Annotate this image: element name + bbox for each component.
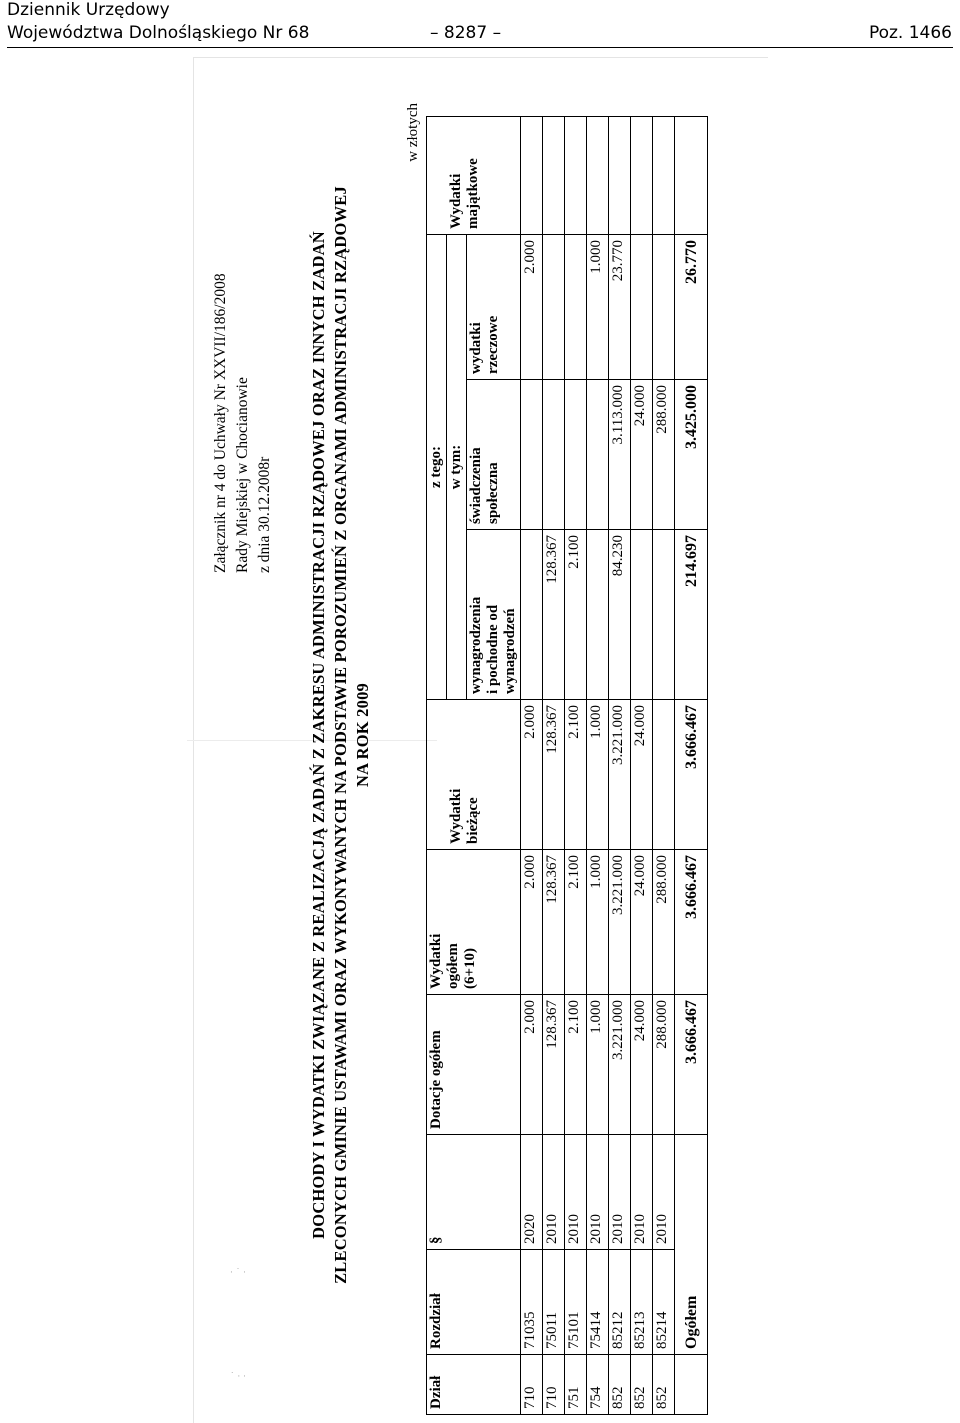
cell-biezace: 2.000: [521, 700, 543, 850]
budget-table: [426, 116, 708, 1415]
cell-paragraf: 2020: [521, 1135, 543, 1250]
cell-majatkowe: [521, 117, 543, 235]
table-row: [609, 117, 631, 1415]
cell-rozdzial: 75101: [565, 1250, 587, 1355]
cell-swiadczenia: [521, 380, 543, 530]
cell-dzial: 751: [565, 1355, 587, 1415]
cell-paragraf: 2010: [565, 1135, 587, 1250]
cell-total-wydatki-ogolem: 3.666.467: [675, 850, 708, 995]
document-title: [308, 55, 374, 1415]
cell-rozdzial: 71035: [521, 1250, 543, 1355]
cell-total-majatkowe: [675, 117, 708, 235]
header-spacer: [428, 122, 448, 229]
cell-dzial: 710: [521, 1355, 543, 1415]
attachment-line-2: Rady Miejskiej w Chocianowie: [234, 377, 251, 573]
header-line: wynagrodzeń: [502, 608, 518, 694]
table-row: [587, 117, 609, 1415]
cell-rozdzial: 85212: [609, 1250, 631, 1355]
cell-majatkowe: [565, 117, 587, 235]
cell-wynagrodzenia: 128.367: [543, 530, 565, 700]
cell-rzeczowe: [653, 235, 675, 380]
col-header-rzeczowe: [467, 235, 521, 380]
attachment-note: [210, 273, 276, 573]
group-header-w-tym: w tym:: [447, 235, 467, 700]
cell-biezace: 3.221.000: [609, 700, 631, 850]
col-header-wynagrodzenia: [467, 530, 521, 700]
header-row-1: [427, 117, 447, 1415]
cell-total-dotacje: 3.666.467: [675, 995, 708, 1135]
attachment-line-1: Załącznik nr 4 do Uchwały Nr XXVII/186/2008: [212, 273, 229, 573]
cell-wydatki-ogolem: 1.000: [587, 850, 609, 995]
cell-wynagrodzenia: [653, 530, 675, 700]
col-header-rozdzial: Rozdział: [427, 1250, 521, 1355]
col-header-swiadczenia: [467, 380, 521, 530]
cell-rzeczowe: [631, 235, 653, 380]
cell-rzeczowe: 2.000: [521, 235, 543, 380]
title-line-2: ZLECONYCH GMINIE USTAWAMI ORAZ WYKONYWANYCH NA PODSTAWIE POROZUMIEŃ Z ORGANAMI ADMINISTRACJI RZĄDOWEJ: [331, 186, 350, 1284]
header-spacer: [428, 705, 448, 844]
cell-paragraf: 2010: [587, 1135, 609, 1250]
cell-rzeczowe: [543, 235, 565, 380]
cell-paragraf: 2010: [543, 1135, 565, 1250]
cell-majatkowe: [543, 117, 565, 235]
cell-dotacje: 2.100: [565, 995, 587, 1135]
header-line: bieżące: [465, 797, 481, 844]
header-line: ogółem: [445, 943, 461, 989]
cell-wynagrodzenia: [631, 530, 653, 700]
cell-wynagrodzenia: [587, 530, 609, 700]
cell-biezace: 1.000: [587, 700, 609, 850]
cell-majatkowe: [631, 117, 653, 235]
header-line: rzeczowe: [485, 315, 501, 374]
header-line: Wydatki: [448, 788, 464, 844]
table-row: [631, 117, 653, 1415]
cell-wydatki-ogolem: 24.000: [631, 850, 653, 995]
header-line: wydatki: [468, 322, 484, 374]
cell-rzeczowe: [565, 235, 587, 380]
header-line: i pochodne od: [485, 604, 501, 694]
cell-rozdzial: 75414: [587, 1250, 609, 1355]
cell-dzial: 710: [543, 1355, 565, 1415]
cell-rozdzial: 85213: [631, 1250, 653, 1355]
cell-dzial: 852: [631, 1355, 653, 1415]
cell-wynagrodzenia: 2.100: [565, 530, 587, 700]
header-line: majątkowe: [465, 158, 481, 229]
cell-majatkowe: [653, 117, 675, 235]
cell-wydatki-ogolem: 3.221.000: [609, 850, 631, 995]
cell-dotacje: 24.000: [631, 995, 653, 1135]
header-line: (6+10): [462, 947, 478, 989]
header-line: społeczna: [485, 462, 501, 524]
journal-title: Dziennik Urzędowy: [7, 0, 170, 20]
cell-dzial: 852: [609, 1355, 631, 1415]
col-header-wydatki-ogolem: [427, 850, 521, 995]
title-line-1: DOCHODY I WYDATKI ZWIĄZANE Z REALIZACJĄ ZADAŃ Z ZAKRESU ADMINISTRACJI RZĄDOWEJ ORAZ INNYCH ZADAŃ: [309, 231, 328, 1239]
cell-wydatki-ogolem: 2.000: [521, 850, 543, 995]
cell-wynagrodzenia: 84.230: [609, 530, 631, 700]
table-body: [521, 117, 675, 1415]
cell-majatkowe: [587, 117, 609, 235]
cell-dotacje: 1.000: [587, 995, 609, 1135]
title-line-3: NA ROK 2009: [353, 683, 372, 787]
attachment-line-3: z dnia 30.12.2008r: [256, 456, 273, 573]
cell-swiadczenia: 288.000: [653, 380, 675, 530]
cell-total-label: Ogółem: [675, 1135, 708, 1355]
header-line: Wydatki: [428, 933, 444, 989]
cell-swiadczenia: 3.113.000: [609, 380, 631, 530]
cell-biezace: [653, 700, 675, 850]
scan-noise: ˙ · ·: [230, 1372, 246, 1382]
cell-total-wynagrodzenia: 214.697: [675, 530, 708, 700]
cell-dotacje: 288.000: [653, 995, 675, 1135]
header-line: świadczenia: [468, 447, 484, 524]
header-line: Wydatki: [448, 173, 464, 229]
cell-total-biezace: 3.666.467: [675, 700, 708, 850]
cell-swiadczenia: [565, 380, 587, 530]
scan-noise: · ˙ ·: [230, 1268, 246, 1278]
total-row: [675, 117, 708, 1415]
cell-paragraf: 2010: [609, 1135, 631, 1250]
table-row: [653, 117, 675, 1415]
col-header-majatkowe: [427, 117, 521, 235]
position-number: Poz. 1466: [868, 23, 952, 43]
cell-paragraf: 2010: [653, 1135, 675, 1250]
cell-biezace: 2.100: [565, 700, 587, 850]
group-header-z-tego: z tego:: [427, 235, 447, 700]
cell-dotacje: 2.000: [521, 995, 543, 1135]
cell-paragraf: 2010: [631, 1135, 653, 1250]
cell-biezace: 24.000: [631, 700, 653, 850]
cell-dzial: 754: [587, 1355, 609, 1415]
cell-rozdzial: 75011: [543, 1250, 565, 1355]
cell-rzeczowe: 1.000: [587, 235, 609, 380]
col-header-wydatki-biezace: [427, 700, 521, 850]
cell-dzial: 852: [653, 1355, 675, 1415]
cell-wynagrodzenia: [521, 530, 543, 700]
cell-total-rzeczowe: 26.770: [675, 235, 708, 380]
page-number: – 8287 –: [430, 23, 502, 43]
col-header-dotacje: Dotacje ogółem: [427, 995, 521, 1135]
cell-rozdzial: 85214: [653, 1250, 675, 1355]
cell-swiadczenia: 24.000: [631, 380, 653, 530]
unit-note: w złotych: [405, 103, 421, 162]
cell-wydatki-ogolem: 288.000: [653, 850, 675, 995]
cell-rzeczowe: 23.770: [609, 235, 631, 380]
table-row: [521, 117, 543, 1415]
table-row: [543, 117, 565, 1415]
cell-swiadczenia: [543, 380, 565, 530]
cell-swiadczenia: [587, 380, 609, 530]
cell-dotacje: 128.367: [543, 995, 565, 1135]
cell-total-dzial: [675, 1355, 708, 1415]
col-header-dzial: Dział: [427, 1355, 521, 1415]
cell-biezace: 128.367: [543, 700, 565, 850]
cell-wydatki-ogolem: 128.367: [543, 850, 565, 995]
table-row: [565, 117, 587, 1415]
cell-majatkowe: [609, 117, 631, 235]
cell-wydatki-ogolem: 2.100: [565, 850, 587, 995]
header-divider: [7, 47, 953, 48]
cell-dotacje: 3.221.000: [609, 995, 631, 1135]
col-header-paragraf: §: [427, 1135, 521, 1250]
rotated-document: [210, 55, 770, 1415]
journal-issue: Województwa Dolnośląskiego Nr 68: [7, 23, 310, 43]
header-line: wynagrodzenia: [468, 596, 484, 694]
cell-total-swiadczenia: 3.425.000: [675, 380, 708, 530]
